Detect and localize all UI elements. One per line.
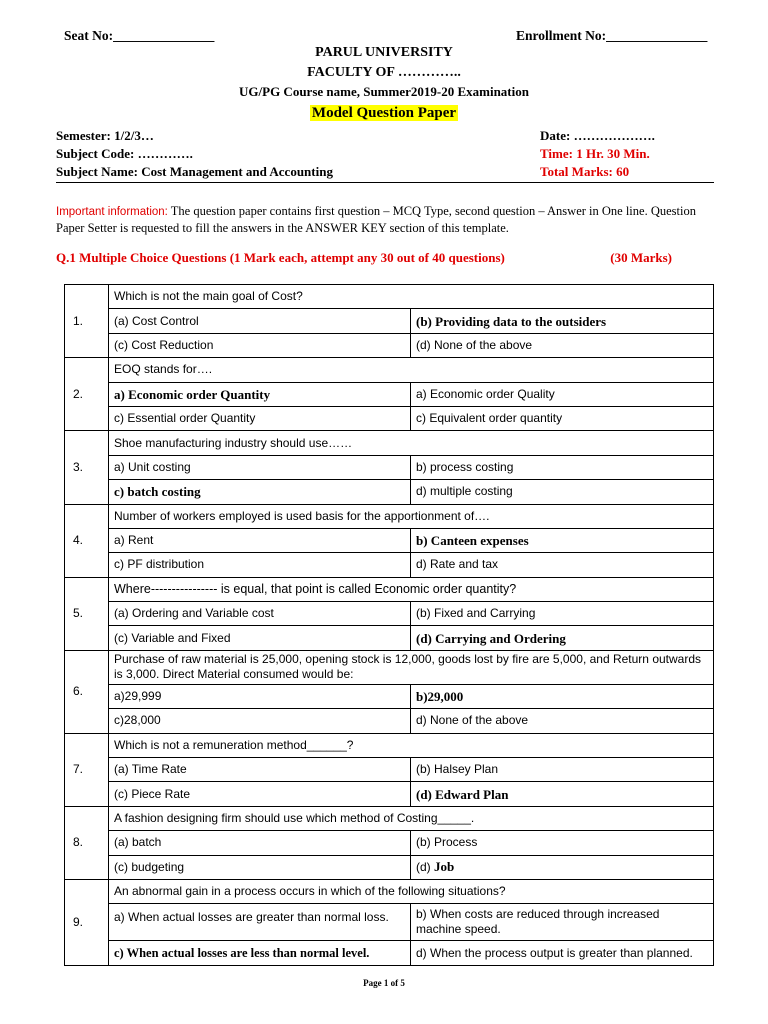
option-row: [65, 831, 714, 855]
question-number: 4.: [65, 504, 109, 577]
option-row: [65, 904, 714, 941]
seat-number-field: Seat No:_______________: [64, 28, 215, 43]
option-cell: a) Unit costing: [109, 455, 411, 479]
option-cell-answer: c) batch costing: [109, 480, 411, 504]
date-label: Date: ……………….: [540, 128, 655, 143]
option-cell-answer: (d) Carrying and Ordering: [411, 626, 714, 650]
option-cell: d) multiple costing: [411, 480, 714, 504]
option-cell: c) PF distribution: [109, 553, 411, 577]
question-row: [65, 577, 714, 601]
question-text: A fashion designing firm should use which method of Costing_____.: [109, 806, 714, 830]
question-text: Where---------------- is equal, that point is called Economic order quantity?: [109, 577, 714, 601]
option-cell-answer: b) Canteen expenses: [411, 528, 714, 552]
faculty-name: FACULTY OF …………..: [307, 65, 461, 80]
option-row: [65, 782, 714, 806]
important-information-label: Important information:: [56, 206, 168, 218]
option-cell: [411, 855, 714, 879]
option-row: [65, 382, 714, 406]
option-row: [65, 309, 714, 333]
option-cell: (c) Piece Rate: [109, 782, 411, 806]
question-text: Which is not a remuneration method______?: [109, 733, 714, 757]
time-label: Time: 1 Hr. 30 Min.: [540, 146, 650, 161]
question-row: [65, 733, 714, 757]
question-text: EOQ stands for….: [109, 358, 714, 382]
semester-label: Semester: 1/2/3…: [56, 128, 154, 143]
option-row: [65, 455, 714, 479]
option-cell: d) When the process output is greater than planned.: [411, 941, 714, 965]
option-cell: (a) Time Rate: [109, 758, 411, 782]
total-marks-label: Total Marks: 60: [540, 164, 630, 179]
option-cell: a)29,999: [109, 684, 411, 708]
important-information-text: The question paper contains first question – MCQ Type, second question – Answer in One line. Question Paper Setter is requested to fill the answers in the ANSWER KEY section of this template.: [56, 204, 696, 235]
question-number: 5.: [65, 577, 109, 650]
option-cell: (b) Halsey Plan: [411, 758, 714, 782]
paper-title: Model Question Paper: [311, 105, 457, 121]
question-row: [65, 650, 714, 684]
question-row: [65, 358, 714, 382]
option-cell: (c) Cost Reduction: [109, 333, 411, 357]
question-number: 1.: [65, 285, 109, 358]
question-number: 8.: [65, 806, 109, 879]
option-row: [65, 855, 714, 879]
question-number: 9.: [65, 879, 109, 965]
question-row: [65, 879, 714, 903]
option-row: [65, 684, 714, 708]
option-cell: d) None of the above: [411, 709, 714, 733]
option-cell: a) When actual losses are greater than normal loss.: [109, 904, 411, 941]
option-cell: a) Economic order Quality: [411, 382, 714, 406]
page-total: 5: [400, 978, 405, 988]
university-name: PARUL UNIVERSITY: [315, 45, 453, 60]
question-number: 6.: [65, 650, 109, 733]
page-footer: [0, 978, 768, 988]
option-cell: b) When costs are reduced through increased machine speed.: [411, 904, 714, 941]
question-row: [65, 431, 714, 455]
mcq-table: [64, 284, 714, 966]
option-row: [65, 553, 714, 577]
header-divider: [56, 182, 714, 183]
option-row: [65, 602, 714, 626]
option-row: [65, 480, 714, 504]
option-cell: (a) Ordering and Variable cost: [109, 602, 411, 626]
question-number: 7.: [65, 733, 109, 806]
question-row: [65, 285, 714, 309]
option-cell-answer: a) Economic order Quantity: [109, 382, 411, 406]
option-prefix: (d): [416, 860, 434, 875]
option-row: [65, 406, 714, 430]
option-cell-answer: b)29,000: [411, 684, 714, 708]
option-cell: d) Rate and tax: [411, 553, 714, 577]
question-text: Which is not the main goal of Cost?: [109, 285, 714, 309]
option-cell: b) process costing: [411, 455, 714, 479]
question-text: Shoe manufacturing industry should use……: [109, 431, 714, 455]
page-of: of: [388, 978, 401, 988]
option-row: [65, 333, 714, 357]
option-cell: (c) Variable and Fixed: [109, 626, 411, 650]
question-text: Purchase of raw material is 25,000, opening stock is 12,000, goods lost by fire are 5,000, and Return outwards is 3,000. Direct Material consumed would be:: [109, 650, 714, 684]
page-label: Page: [363, 978, 384, 988]
option-cell: (d) None of the above: [411, 333, 714, 357]
option-cell: (c) budgeting: [109, 855, 411, 879]
option-cell: c) Equivalent order quantity: [411, 406, 714, 430]
question-row: [65, 504, 714, 528]
option-cell: (b) Process: [411, 831, 714, 855]
question-number: 2.: [65, 358, 109, 431]
question-number: 3.: [65, 431, 109, 504]
option-row: [65, 709, 714, 733]
option-cell: (a) batch: [109, 831, 411, 855]
option-row: [65, 758, 714, 782]
option-row: [65, 626, 714, 650]
course-line: UG/PG Course name, Summer2019-20 Examination: [239, 84, 529, 99]
page-number: 1: [383, 978, 389, 988]
option-cell: c)28,000: [109, 709, 411, 733]
subject-name-label: Subject Name: Cost Management and Accounting: [56, 164, 333, 179]
section-q1-marks: (30 Marks): [610, 250, 672, 265]
option-cell-answer: (b) Providing data to the outsiders: [411, 309, 714, 333]
option-cell: (b) Fixed and Carrying: [411, 602, 714, 626]
question-text: An abnormal gain in a process occurs in which of the following situations?: [109, 879, 714, 903]
option-cell: a) Rent: [109, 528, 411, 552]
important-information: [56, 203, 716, 236]
option-row: [65, 941, 714, 965]
question-text: Number of workers employed is used basis for the apportionment of….: [109, 504, 714, 528]
option-cell: (a) Cost Control: [109, 309, 411, 333]
question-row: [65, 806, 714, 830]
option-cell-answer: c) When actual losses are less than normal level.: [109, 941, 411, 965]
option-cell-answer: (d) Edward Plan: [411, 782, 714, 806]
section-q1-heading: [56, 250, 672, 266]
option-answer-text: Job: [434, 859, 455, 875]
paper-title-wrapper: [0, 104, 768, 122]
option-row: [65, 528, 714, 552]
section-q1-title: Q.1 Multiple Choice Questions (1 Mark each, attempt any 30 out of 40 questions): [56, 250, 505, 265]
option-cell: c) Essential order Quantity: [109, 406, 411, 430]
subject-code-label: Subject Code: ………….: [56, 146, 193, 161]
enrollment-number-field: Enrollment No:_______________: [516, 28, 708, 43]
